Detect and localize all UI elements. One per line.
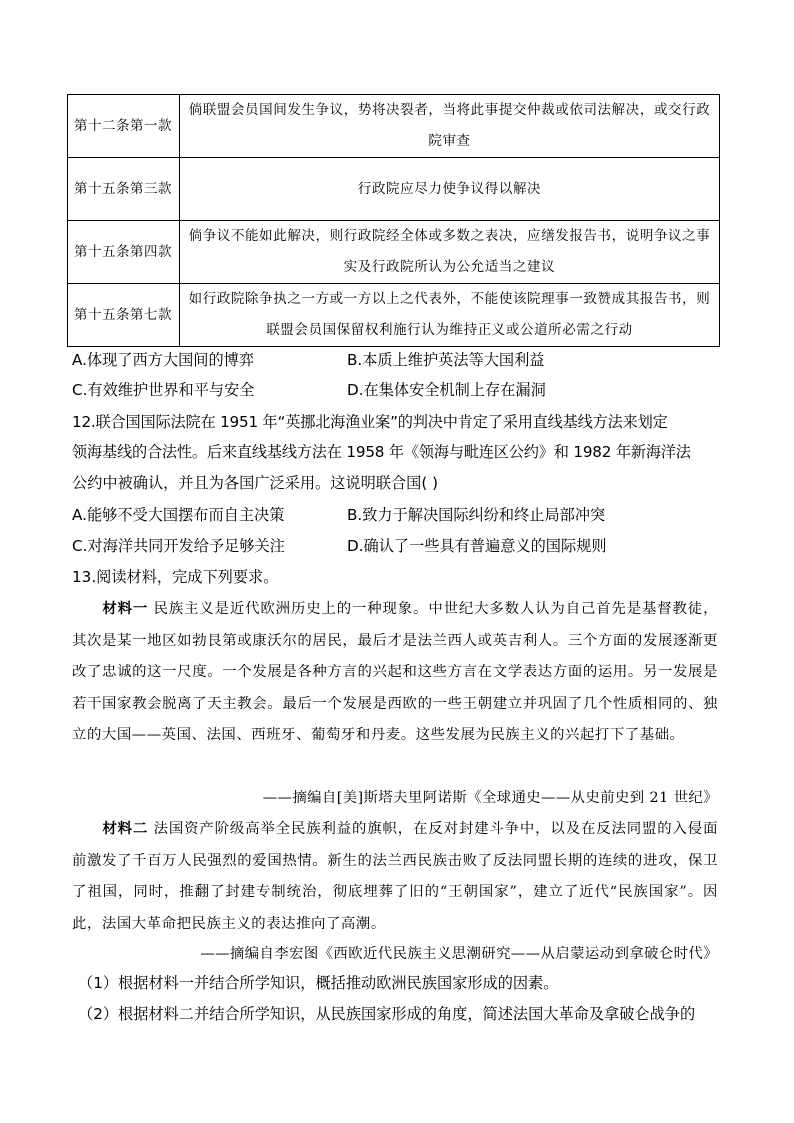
- provision-cell: 倘争议不能如此解决，则行政院经全体或多数之表决，应缮发报告书，说明争议之事实及行政院所认为公允适当之建议: [180, 221, 720, 284]
- material-two-text: 法国资产阶级高举全民族利益的旗帜，在反对封建斗争中，以及在反法同盟的入侵面前激发了千百万人民强烈的爱国热情。新生的法兰西民族击败了反法同盟长期的连续的进攻，保卫了祖国，同时，推翻了封建专制统治，彻底埋葬了旧的“王朝国家”，建立了近代“民族国家”。因此，法国大革命把民族主义的表达推向了高潮。: [72, 821, 719, 932]
- article-cell: 第十五条第四款: [68, 221, 180, 284]
- q12-option-d: D.确认了一些具有普遍意义的国际规则: [347, 537, 607, 555]
- q12-option-b: B.致力于解决国际纠纷和终止局部冲突: [347, 506, 606, 524]
- q12-option-a: A.能够不受大国摆布而自主决策: [72, 506, 285, 524]
- material-two: [72, 814, 718, 940]
- article-cell: 第十五条第七款: [68, 284, 180, 347]
- article-cell: 第十五条第三款: [68, 158, 180, 221]
- q12-stem-line-2: 领海基线的合法性。后来直线基线方法在 1958 年《领海与毗连区公约》和 1982 年新海洋法: [72, 443, 691, 461]
- material-two-source: ——摘编自李宏图《西欧近代民族主义思潮研究——从启蒙运动到拿破仑时代》: [200, 946, 718, 962]
- provision-cell: 倘联盟会员国间发生争议，势将决裂者，当将此事提交仲裁或依司法解决，或交行政院审查: [180, 95, 720, 158]
- q12-option-c: C.对海洋共同开发给予足够关注: [72, 537, 285, 555]
- provision-cell: 行政院应尽力使争议得以解决: [180, 158, 720, 221]
- q13-subquestion-1: （1）根据材料一并结合所学知识，概括推动欧洲民族国家形成的因素。: [78, 974, 559, 992]
- material-one: [72, 594, 718, 752]
- table-row: [68, 221, 720, 284]
- q11-option-a: A.体现了西方大国间的博弈: [72, 351, 255, 369]
- material-one-text: 民族主义是近代欧洲历史上的一种现象。中世纪大多数人认为自己首先是基督教徒，其次是某一地区如勃艮第或康沃尔的居民，最后才是法兰西人或英吉利人。三个方面的发展逐渐更改了忠诚的这一尺度。一个发展是各种方言的兴起和这些方言在文学表达方面的运用。另一发展是若干国家教会脱离了天主教会。最后一个发展是西欧的一些王朝建立并巩固了几个性质相同的、独立的大国——英国、法国、西班牙、葡萄牙和丹麦。这些发展为民族主义的兴起打下了基础。: [72, 601, 719, 744]
- q11-option-d: D.在集体安全机制上存在漏洞: [347, 381, 546, 399]
- material-one-label: 材料一: [102, 601, 149, 617]
- material-one-source: ——摘编自[美]斯塔夫里阿诺斯《全球通史——从史前史到 21 世纪》: [262, 790, 718, 806]
- material-two-label: 材料二: [102, 821, 149, 837]
- table-row: [68, 158, 720, 221]
- table-row: [68, 95, 720, 158]
- q11-option-b: B.本质上维护英法等大国利益: [347, 351, 545, 369]
- covenant-articles-table: [67, 94, 720, 347]
- q13-stem: 13.阅读材料，完成下列要求。: [72, 568, 279, 586]
- provision-cell: 如行政院除争执之一方或一方以上之代表外，不能使该院理事一致赞成其报告书，则联盟会员国保留权利施行认为维持正义或公道所必需之行动: [180, 284, 720, 347]
- q12-stem-line-1: 12.联合国国际法院在 1951 年“英挪北海渔业案”的判决中肯定了采用直线基线方法来划定: [72, 413, 668, 431]
- table-row: [68, 284, 720, 347]
- q11-option-c: C.有效维护世界和平与安全: [72, 381, 255, 399]
- q13-subquestion-2: （2）根据材料二并结合所学知识，从民族国家形成的角度，简述法国大革命及拿破仑战争的: [78, 1005, 696, 1023]
- article-cell: 第十二条第一款: [68, 95, 180, 158]
- q12-stem-line-3: 公约中被确认，并且为各国广泛采用。这说明联合国( ): [72, 474, 438, 492]
